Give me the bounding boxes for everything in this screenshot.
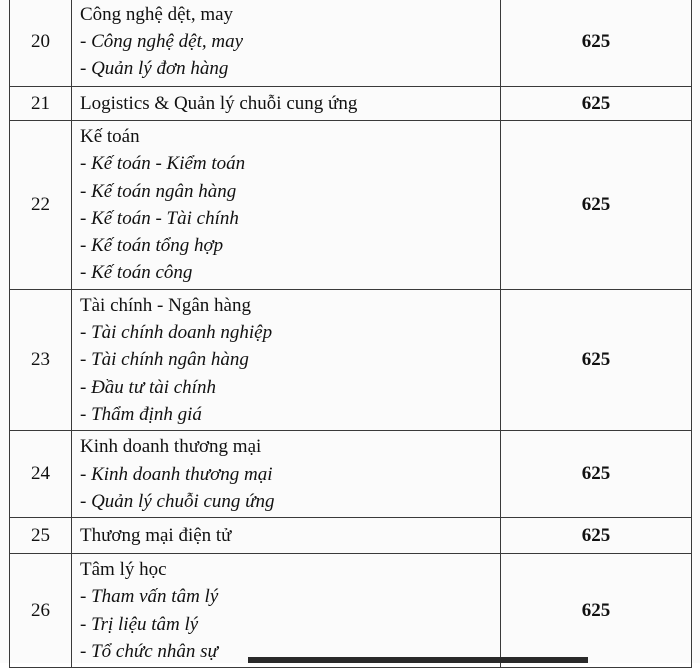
specialization: - Quản lý chuỗi cung ứng — [80, 490, 275, 512]
major-cell — [72, 518, 501, 554]
major-name: Logistics & Quản lý chuỗi cung ứng — [80, 92, 358, 114]
row-number: 23 — [10, 289, 72, 430]
row-number: 21 — [10, 87, 72, 121]
specialization: - Tài chính ngân hàng — [80, 349, 249, 371]
score-cell: 625 — [501, 289, 692, 430]
major-cell — [72, 0, 501, 87]
score-cell: 625 — [501, 121, 692, 290]
specialization: - Kế toán ngân hàng — [80, 180, 237, 202]
specialization: - Quản lý đơn hàng — [80, 58, 229, 80]
specialization: - Kế toán - Kiểm toán — [80, 153, 246, 175]
specialization: - Kế toán công — [80, 262, 193, 284]
specialization: - Công nghệ dệt, may — [80, 30, 244, 52]
major-name: Thương mại điện tử — [80, 525, 232, 546]
major-name: Công nghệ dệt, may — [80, 3, 234, 25]
major-name: Kinh doanh thương mại — [80, 436, 262, 458]
specialization: - Thẩm định giá — [80, 403, 202, 425]
row-number: 24 — [10, 431, 72, 518]
score-cell: 625 — [501, 0, 692, 87]
score-cell: 625 — [501, 87, 692, 121]
row-number: 25 — [10, 518, 72, 554]
major-cell — [72, 554, 501, 668]
specialization: - Trị liệu tâm lý — [80, 613, 199, 635]
row-number: 22 — [10, 121, 72, 290]
major-name: Tài chính - Ngân hàng — [80, 294, 251, 316]
specialization: - Tài chính doanh nghiệp — [80, 322, 273, 344]
score-cell: 625 — [501, 554, 692, 668]
major-name: Kế toán — [80, 126, 140, 147]
major-cell — [72, 87, 501, 121]
table-row — [10, 87, 692, 121]
specialization: - Kinh doanh thương mại — [80, 463, 273, 485]
specialization: - Kế toán - Tài chính — [80, 207, 239, 229]
table-row — [10, 518, 692, 554]
score-cell: 625 — [501, 518, 692, 554]
table-row — [10, 289, 692, 430]
table-row — [10, 0, 692, 87]
table-row — [10, 431, 692, 518]
admission-score-table — [9, 0, 692, 668]
table-row — [10, 121, 692, 290]
major-name: Tâm lý học — [80, 559, 167, 581]
row-number: 26 — [10, 554, 72, 668]
row-number: 20 — [10, 0, 72, 87]
table-row — [10, 554, 692, 668]
major-cell — [72, 121, 501, 290]
major-cell — [72, 431, 501, 518]
specialization: - Tổ chức nhân sự — [80, 641, 218, 663]
specialization: - Đầu tư tài chính — [80, 376, 216, 398]
major-cell — [72, 289, 501, 430]
specialization: - Kế toán tổng hợp — [80, 235, 224, 257]
bottom-scroll-bar — [248, 657, 588, 663]
score-cell: 625 — [501, 431, 692, 518]
specialization: - Tham vấn tâm lý — [80, 586, 219, 608]
